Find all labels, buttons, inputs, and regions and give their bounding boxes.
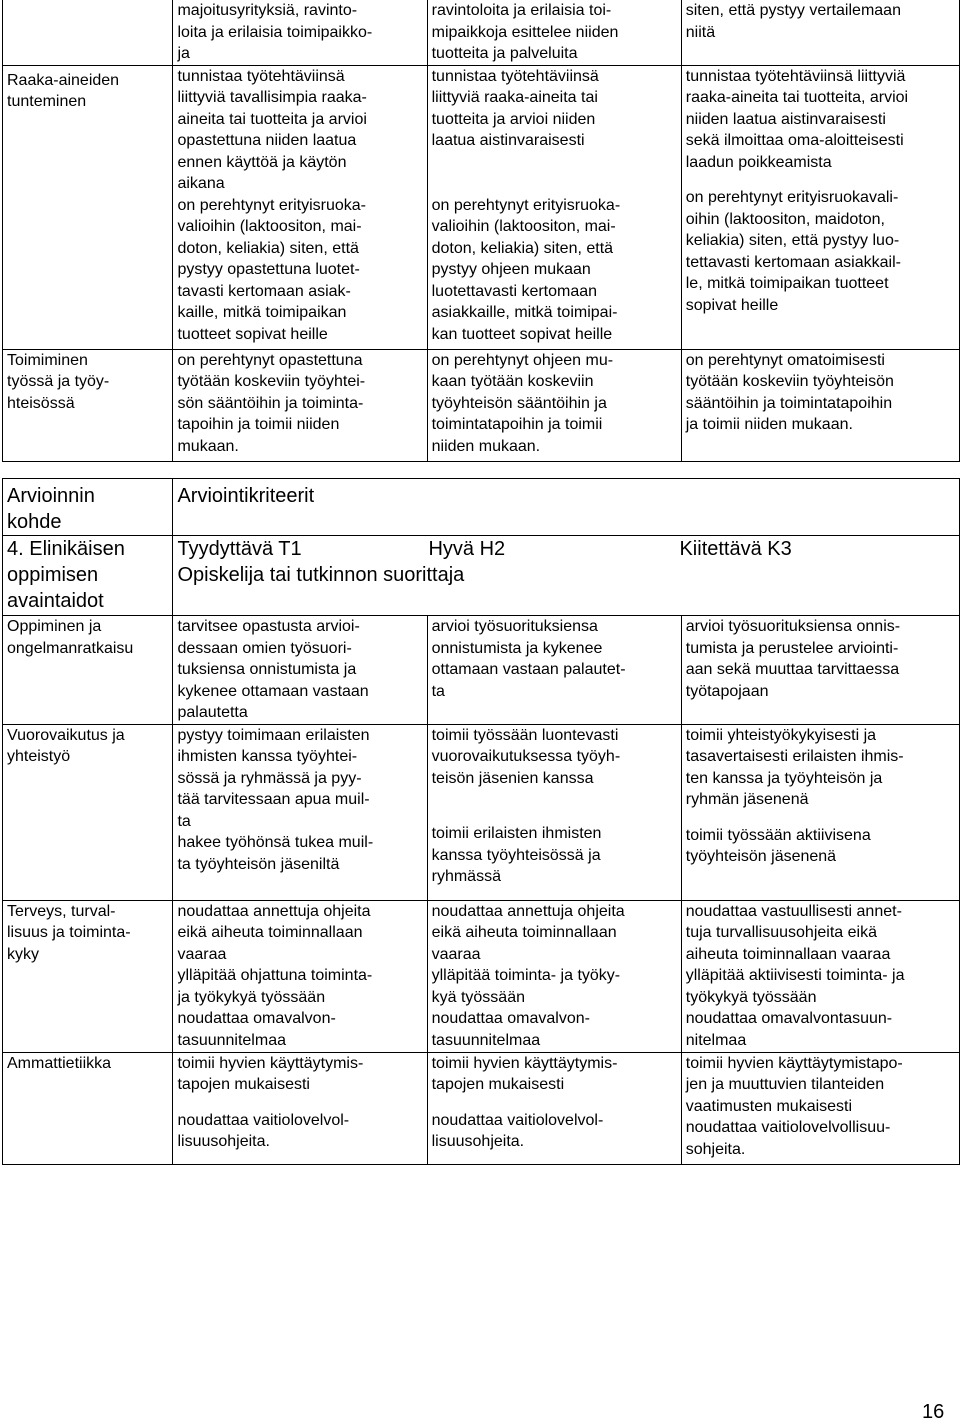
t1-cell: toimii hyvien käyttäytymis- tapojen mukaisesti noudattaa vaitiolovelvol- lisuusohjeita. xyxy=(173,1052,427,1164)
table-row xyxy=(3,1052,960,1164)
row-label: Vuorovaikutus ja yhteistyö xyxy=(3,724,173,900)
t1-cell: noudattaa annettuja ohjeita eikä aiheuta toiminnallaan vaaraa ylläpitää ohjattuna toiminta- ja työkykyä työssään noudattaa omavalvon- tasuunnitelmaa xyxy=(173,900,427,1052)
grades-cell xyxy=(173,536,960,616)
row-label: Ammattietiikka xyxy=(3,1052,173,1164)
table-row xyxy=(3,65,960,349)
t1-cell: pystyy toimimaan erilaisten ihmisten kanssa työyhtei- sössä ja ryhmässä ja pyy- tää tarvitessaan apua muil- ta hakee työhönsä tukea muil- ta työyhteisön jäseniltä xyxy=(173,724,427,900)
k3-cell: noudattaa vastuullisesti annet- tuja turvallisuusohjeita eikä aiheuta toiminnallaan vaaraa ylläpitää aktiivisesti toiminta- ja työkykyä työssään noudattaa omavalvontasuun- nitelmaa xyxy=(681,900,959,1052)
k3-cell: toimii yhteistyökykyisesti ja tasavertaisesti erilaisten ihmis- ten kanssa ja työyhteisön ja ryhmän jäsenenä toimii työssään aktiivisena työyhteisön jäsenenä xyxy=(681,724,959,900)
t1-cell: majoitusyrityksiä, ravinto- loita ja erilaisia toimipaikko- ja xyxy=(173,0,427,65)
criteria-header: Arviointikriteerit xyxy=(173,479,960,536)
page-number: 16 xyxy=(922,1401,945,1423)
assessment-criteria-table xyxy=(2,478,960,1165)
h2-cell: noudattaa annettuja ohjeita eikä aiheuta toiminnallaan vaaraa ylläpitää toiminta- ja työky- kyä työssään noudattaa omavalvon- tasuunnitelmaa xyxy=(427,900,681,1052)
grades-row xyxy=(3,536,960,616)
row-label xyxy=(3,0,173,65)
h2-cell: arvioi työsuorituksiensa onnistumista ja kykenee ottamaan vastaan palautet- ta xyxy=(427,616,681,725)
t1-cell: tarvitsee opastusta arvioi- dessaan omien työsuori- tuksiensa onnistumista ja kykenee ottamaan vastaan palautetta xyxy=(173,616,427,725)
grade-k3: Kiitettävä K3 xyxy=(679,538,792,560)
table-row xyxy=(3,900,960,1052)
row-label: Oppiminen ja ongelmanratkaisu xyxy=(3,616,173,725)
h2-cell: ravintoloita ja erilaisia toi- mipaikkoja esittelee niiden tuotteita ja palveluita xyxy=(427,0,681,65)
h2-cell: on perehtynyt ohjeen mu- kaan työtään koskeviin työyhteisön sääntöihin ja toimintatapoihin ja toimii niiden mukaan. xyxy=(427,349,681,461)
row-label: Raaka-aineiden tunteminen xyxy=(3,65,173,349)
row-label: Terveys, turval- lisuus ja toiminta- kyky xyxy=(3,900,173,1052)
k3-cell: arvioi työsuorituksiensa onnis- tumista ja perustelee arviointi- aan sekä muuttaa tarvittaessa työtapojaan xyxy=(681,616,959,725)
table-row xyxy=(3,724,960,900)
t1-cell: tunnistaa työtehtäviinsä liittyviä tavallisimpia raaka- aineita tai tuotteita ja arvioi opastettuna niiden laatua ennen käyttöä ja käytön aikana on perehtynyt erityisruoka- valioihin (laktoositon, mai- doton, keliakia) siten, että pystyy opastettuna luotet- tavasti kertomaan asiak- kaille, mitkä toimipaikan tuotteet sopivat heille xyxy=(173,65,427,349)
k3-cell: tunnistaa työtehtäviinsä liittyviä raaka-aineita tai tuotteita, arvioi niiden laatua aistinvaraisesti sekä ilmoittaa oma-aloitteisesti laadun poikkeamista on perehtynyt erityisruokavali- oihin (laktoositon, maidoton, keliakia) siten, että pystyy luo- tettavasti kertomaan asiakkail- le, mitkä toimipaikan tuotteet sopivat heille xyxy=(681,65,959,349)
table-row xyxy=(3,349,960,461)
top-criteria-table xyxy=(2,0,960,462)
subject-label: Opiskelija tai tutkinnon suorittaja xyxy=(177,564,465,586)
k3-cell: toimii hyvien käyttäytymistapo- jen ja muuttuvien tilanteiden vaatimusten mukaisesti noudattaa vaitiolovelvollisuu- sohjeita. xyxy=(681,1052,959,1164)
k3-cell: siten, että pystyy vertailemaan niitä xyxy=(681,0,959,65)
h2-cell: tunnistaa työtehtäviinsä liittyviä raaka-aineita tai tuotteita ja arvioi niiden laatua aistinvaraisesti on perehtynyt erityisruoka- valioihin (laktoositon, mai- doton, keliakia) siten, että pystyy ohjeen mukaan luotettavasti kertomaan asiakkaille, mitkä toimipai- kan tuotteet sopivat heille xyxy=(427,65,681,349)
t1-cell: on perehtynyt opastettuna työtään koskeviin työyhtei- sön sääntöihin ja toiminta- tapoihin ja toimii niiden mukaan. xyxy=(173,349,427,461)
header-row xyxy=(3,479,960,536)
table-row xyxy=(3,616,960,725)
row-label: Toimiminen työssä ja työy- hteisössä xyxy=(3,349,173,461)
target-header: Arvioinnin kohde xyxy=(3,479,173,536)
section-label: 4. Elinikäisen oppimisen avaintaidot xyxy=(3,536,173,616)
h2-cell: toimii työssään luontevasti vuorovaikutuksessa työyh- teisön jäsenien kanssa toimii erilaisten ihmisten kanssa työyhteisössä ja ryhmässä xyxy=(427,724,681,900)
grade-h2: Hyvä H2 xyxy=(428,538,506,560)
h2-cell: toimii hyvien käyttäytymis- tapojen mukaisesti noudattaa vaitiolovelvol- lisuusohjeita. xyxy=(427,1052,681,1164)
grade-t1: Tyydyttävä T1 xyxy=(177,538,302,560)
k3-cell: on perehtynyt omatoimisesti työtään koskeviin työyhteisön sääntöihin ja toimintatapoihin ja toimii niiden mukaan. xyxy=(681,349,959,461)
table-row xyxy=(3,0,960,65)
